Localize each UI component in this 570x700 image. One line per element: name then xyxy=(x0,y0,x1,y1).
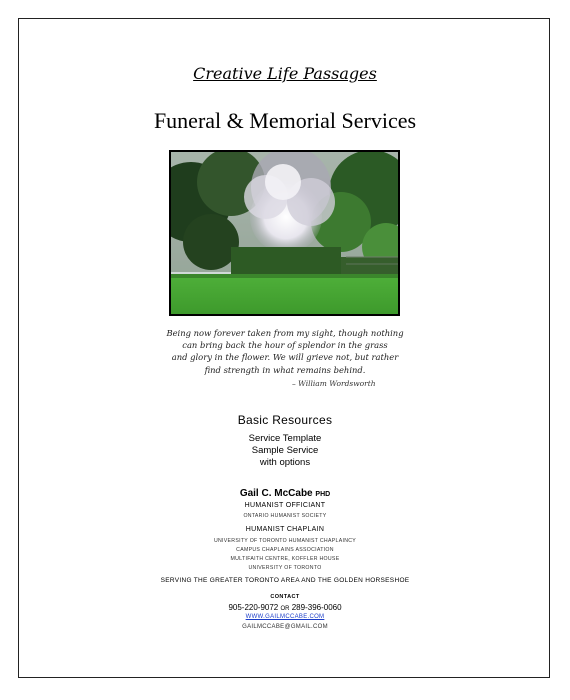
resource-sample-service[interactable]: Sample Service xyxy=(251,445,319,456)
resource-with-options[interactable]: with options xyxy=(259,457,311,468)
affiliation-line: UNIVERSITY OF TORONTO xyxy=(248,565,322,571)
officiant-degree: PHD xyxy=(315,491,331,498)
officiant-society: ONTARIO HUMANIST SOCIETY xyxy=(243,513,327,519)
website-link[interactable]: WWW.GAILMCCABE.COM xyxy=(245,614,325,620)
officiant-name xyxy=(0,488,570,499)
page-title: Funeral & Memorial Services xyxy=(153,108,417,133)
resources-heading: Basic Resources xyxy=(237,413,333,427)
quote-line: find strength in what remains behind. xyxy=(204,364,366,375)
chaplain-title: HUMANIST CHAPLAIN xyxy=(245,526,325,533)
quote-line: Being now forever taken from my sight, though nothing xyxy=(166,328,404,338)
poem-quote xyxy=(150,327,420,376)
affiliation-line: MULTIFAITH CENTRE, KOFFLER HOUSE xyxy=(230,556,340,562)
affiliation-line: UNIVERSITY OF TORONTO HUMANIST CHAPLAINCY xyxy=(213,538,357,544)
phone-primary[interactable]: 905-220-9072 xyxy=(228,603,279,612)
quote-author: – William Wordsworth xyxy=(292,379,376,388)
officiant-role: HUMANIST OFFICIANT xyxy=(244,502,326,509)
quote-line: and glory in the flower. We will grieve not, but rather xyxy=(171,352,399,363)
officiant-name-text: Gail C. McCabe xyxy=(239,488,313,499)
service-area: SERVING THE GREATER TORONTO AREA AND THE GOLDEN HORSESHOE xyxy=(160,577,410,584)
phone-or: OR xyxy=(280,606,290,612)
contact-phones xyxy=(0,603,570,612)
quote-line: can bring back the hour of splendor in the grass xyxy=(182,340,388,351)
phone-secondary[interactable]: 289-396-0060 xyxy=(291,603,342,612)
email-address[interactable]: GAILMCCABE@GMAIL.COM xyxy=(242,624,328,630)
contact-heading: CONTACT xyxy=(270,594,300,600)
brand-name: Creative Life Passages xyxy=(193,64,377,83)
affiliation-line: CAMPUS CHAPLAINS ASSOCIATION xyxy=(236,547,334,553)
garden-photo xyxy=(169,150,400,316)
resource-service-template[interactable]: Service Template xyxy=(248,433,322,444)
